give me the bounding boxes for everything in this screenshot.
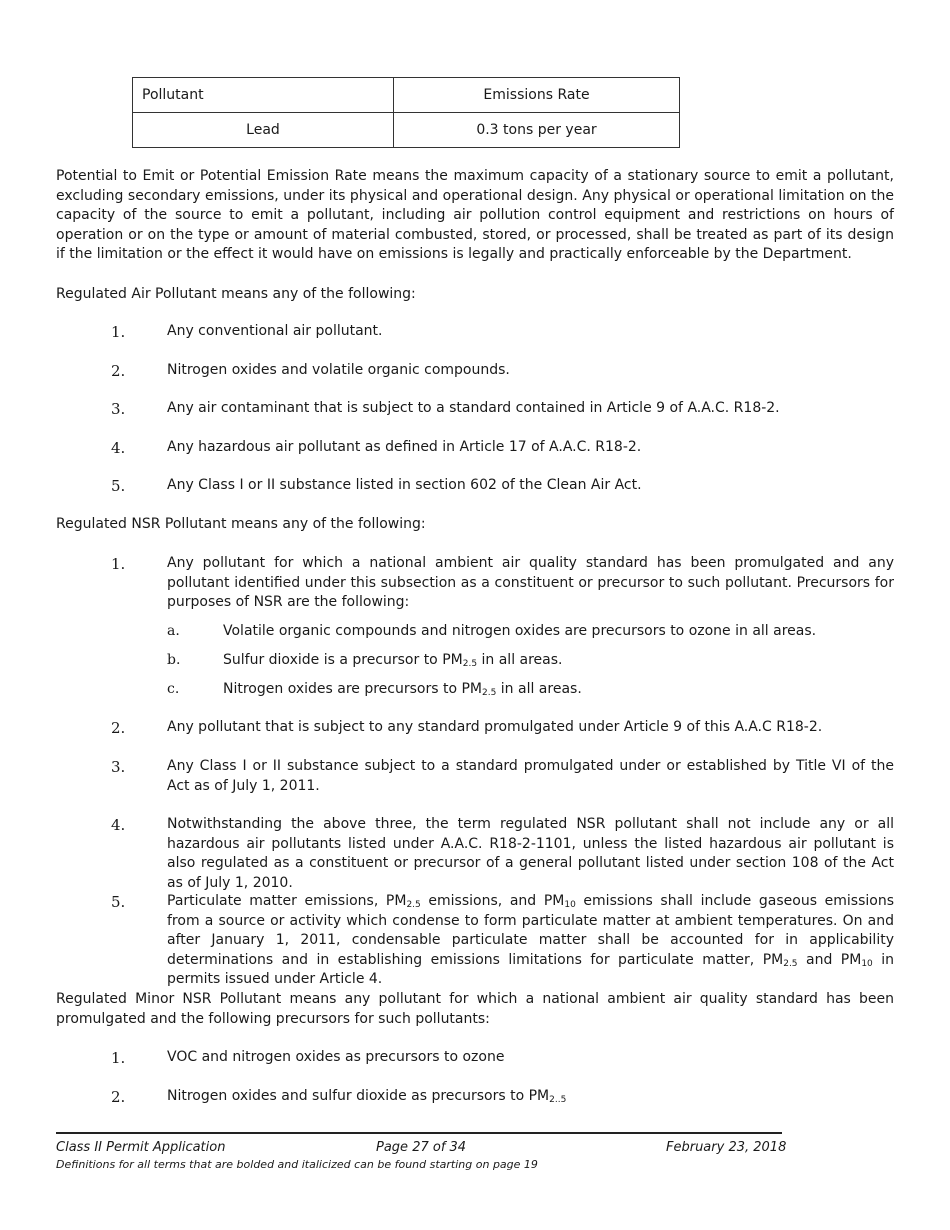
- list-number: 5.: [111, 893, 126, 911]
- list-item: Notwithstanding the above three, the term regulated NSR pollutant shall not include any or all hazardous air pollutants listed under A.A.C. R18-2-1101, unless the listed hazardous air pollutant is also regulated as a constituent or precursor of a general pollutant listed under section 108 of the Act as of July 1, 2010.: [167, 816, 894, 891]
- list-item: VOC and nitrogen oxides as precursors to ozone: [167, 1049, 505, 1065]
- cell-emissions-rate: 0.3 tons per year: [394, 113, 680, 148]
- cell-pollutant: Lead: [133, 113, 394, 148]
- footer-rule: [56, 1132, 782, 1134]
- list-item: Nitrogen oxides and sulfur dioxide as precursors to $PM_{2..5}$: [167, 1088, 567, 1105]
- list-item: Nitrogen oxides and volatile organic compounds.: [167, 362, 510, 378]
- sublist-item: Nitrogen oxides are precursors to $PM_{2.5}$ in all areas.: [223, 681, 582, 698]
- list-number: 4.: [111, 439, 126, 457]
- header-emissions-rate: Emissions Rate: [394, 78, 680, 113]
- table-header-row: [133, 78, 680, 113]
- minor-nsr-intro: Regulated Minor NSR Pollutant means any pollutant for which a national ambient air quality standard has been promulgated and the following precursors for such pollutants:: [56, 991, 894, 1027]
- list-number: 2.: [111, 1088, 126, 1106]
- list-number: 1.: [111, 555, 126, 573]
- list-item: Particulate matter emissions, $PM_{2.5}$ emissions, and $PM_{10}$ emissions shall include gaseous emissions from a source or activity which condense to form particulate matter at ambient temperatures. On and after January 1, 2011, condensable particulate matter shall be accounted for in applicability determinations and in establishing emissions limitations for particulate matter, $PM_{2.5}$ and $PM_{10}$ in permits issued under Article 4.: [167, 893, 895, 987]
- list-number: 3.: [111, 758, 126, 776]
- sublist-item: Sulfur dioxide is a precursor to $PM_{2.5}$ in all areas.: [223, 652, 563, 669]
- sublist-letter: b.: [167, 652, 181, 668]
- footer-title: Class II Permit Application: [56, 1140, 226, 1155]
- nsr-intro: Regulated NSR Pollutant means any of the following:: [56, 516, 426, 532]
- sublist-item: Volatile organic compounds and nitrogen oxides are precursors to ozone in all areas.: [223, 623, 817, 639]
- footer-page-number: Page 27 of 34: [376, 1140, 467, 1155]
- list-item: Any conventional air pollutant.: [167, 323, 383, 339]
- sublist-letter: a.: [167, 623, 180, 639]
- emissions-table: [132, 77, 680, 148]
- rap-intro: Regulated Air Pollutant means any of the following:: [56, 286, 416, 302]
- list-item: Any hazardous air pollutant as defined in Article 17 of A.A.C. R18-2.: [167, 439, 642, 455]
- list-item: Any Class I or II substance subject to a standard promulgated under or established by Title VI of the Act as of July 1, 2011.: [167, 758, 894, 794]
- table-row: [133, 113, 680, 148]
- list-number: 1.: [111, 1049, 126, 1067]
- footer-date: February 23, 2018: [666, 1140, 787, 1155]
- list-number: 4.: [111, 816, 126, 834]
- footer-note: Definitions for all terms that are bolded and italicized can be found starting on page 19: [56, 1158, 538, 1171]
- list-number: 2.: [111, 362, 126, 380]
- list-number: 2.: [111, 719, 126, 737]
- list-item: Any air contaminant that is subject to a standard contained in Article 9 of A.A.C. R18-2.: [167, 400, 780, 416]
- list-number: 1.: [111, 323, 126, 341]
- header-pollutant: Pollutant: [133, 78, 394, 113]
- list-number: 3.: [111, 400, 126, 418]
- list-item: Any pollutant for which a national ambient air quality standard has been promulgated and any pollutant identified under this subsection as a constituent or precursor to such pollutant. Precursors for purposes of NSR are the following:: [167, 555, 894, 610]
- list-item: Any pollutant that is subject to any standard promulgated under Article 9 of this A.A.C R18-2.: [167, 719, 823, 735]
- list-item: Any Class I or II substance listed in section 602 of the Clean Air Act.: [167, 477, 642, 493]
- sublist-letter: c.: [167, 681, 180, 697]
- pte-definition: Potential to Emit or Potential Emission Rate means the maximum capacity of a stationary source to emit a pollutant, excluding secondary emissions, under its physical and operational design. Any physical or operational limitation on the capacity of the source to emit a pollutant, including air pollution control equipment and restrictions on hours of operation or on the type or amount of material combusted, stored, or processed, shall be treated as part of its design if the limitation or the effect it would have on emissions is legally and practically enforceable by the Department.: [56, 168, 894, 262]
- list-number: 5.: [111, 477, 126, 495]
